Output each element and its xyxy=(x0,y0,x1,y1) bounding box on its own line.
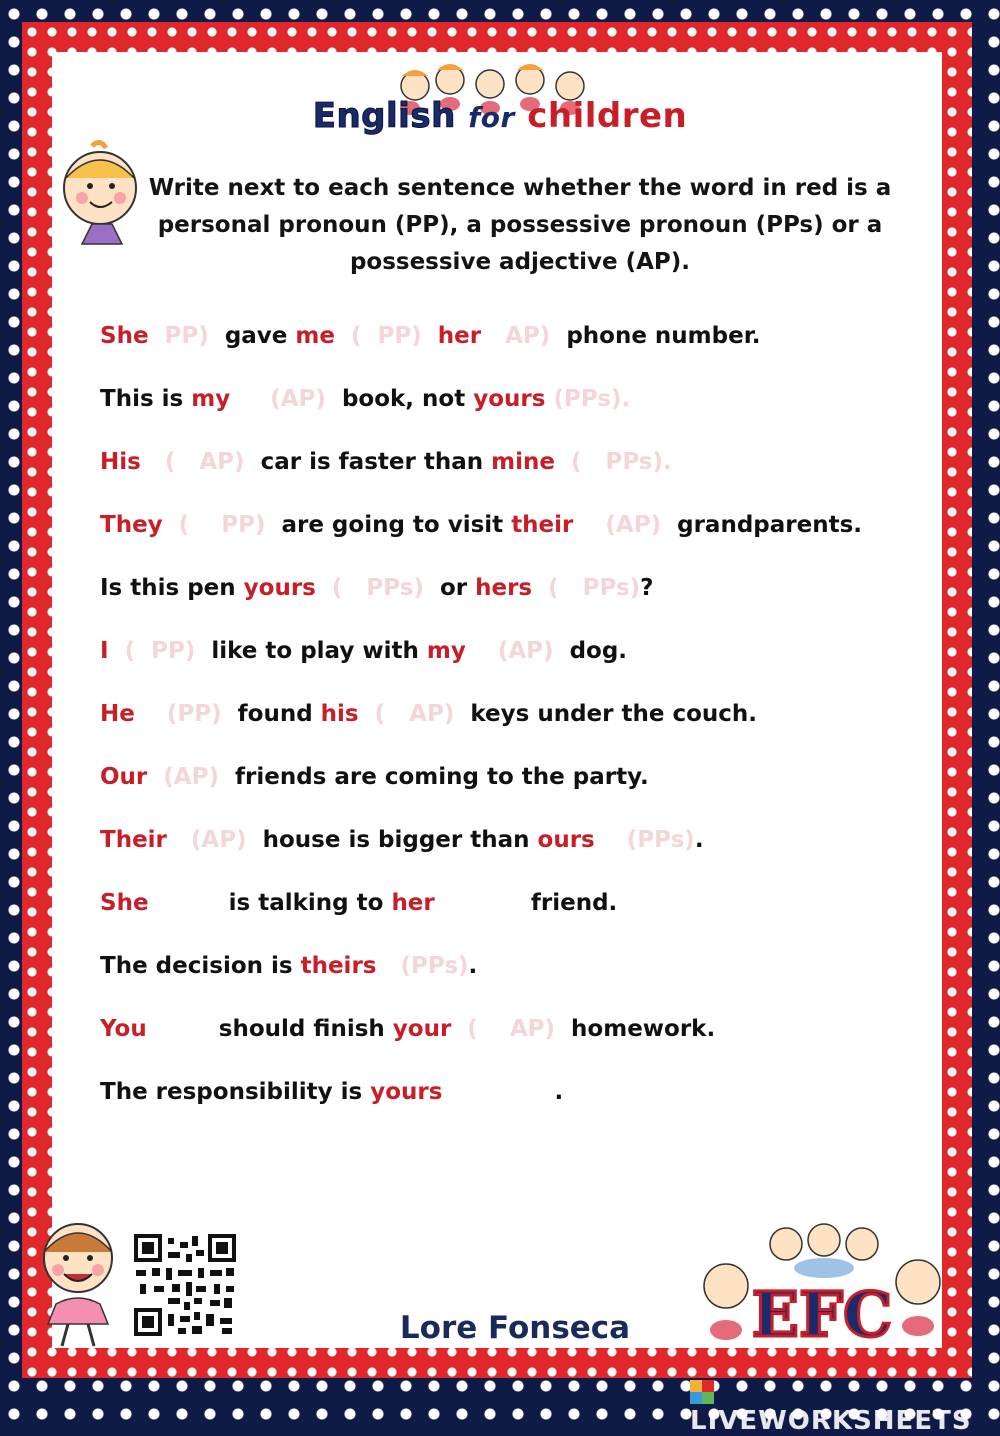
answer-field[interactable]: (AP) xyxy=(147,764,235,790)
pronoun-word: Their xyxy=(100,827,167,853)
answer-field[interactable]: AP) xyxy=(481,323,567,349)
answer-field[interactable] xyxy=(442,1079,554,1105)
sentence-text: house is bigger than xyxy=(262,827,538,853)
sentence-text: grandparents. xyxy=(677,512,863,538)
sentence-row xyxy=(100,505,920,568)
sentence-text: friends are coming to the party. xyxy=(235,764,649,790)
sentence-row xyxy=(100,568,920,631)
sentence-text: Is this pen xyxy=(100,575,244,601)
sentence-text: phone number. xyxy=(566,323,761,349)
pronoun-word: my xyxy=(191,386,231,412)
title-for: for xyxy=(468,101,515,134)
sentence-text: . xyxy=(694,827,704,853)
efc-logo-text: EFC xyxy=(751,1278,893,1351)
pronoun-word: They xyxy=(100,512,163,538)
sentence-list xyxy=(100,316,920,1135)
pronoun-word: I xyxy=(100,638,109,664)
liveworksheets-watermark xyxy=(690,1376,1000,1436)
answer-field[interactable]: ( PPs) xyxy=(315,575,440,601)
girl-icon xyxy=(52,138,152,248)
sentence-text: car is faster than xyxy=(260,449,492,475)
sentence-text: friend. xyxy=(530,890,618,916)
sentence-row xyxy=(100,631,920,694)
author-name: Lore Fonseca xyxy=(399,1310,631,1346)
pronoun-word: theirs xyxy=(300,953,377,979)
answer-field[interactable] xyxy=(435,890,531,916)
pronoun-word: yours xyxy=(473,386,546,412)
sentence-text: homework. xyxy=(571,1016,716,1042)
answer-field[interactable]: ( AP) xyxy=(358,701,471,727)
sentence-text: . xyxy=(554,1079,564,1105)
sentence-row xyxy=(100,1009,920,1072)
sentence-text: like to play with xyxy=(211,638,427,664)
answer-field[interactable]: (AP) xyxy=(166,827,263,853)
sentence-text: This is xyxy=(100,386,192,412)
sentence-text: The decision is xyxy=(100,953,301,979)
watermark-text: LIVEWORKSHEETS xyxy=(690,1406,972,1436)
answer-field[interactable]: ( PP) xyxy=(334,323,438,349)
pronoun-word: my xyxy=(426,638,466,664)
sentence-row xyxy=(100,946,920,1009)
pronoun-word: their xyxy=(511,512,574,538)
sentence-text: book, not xyxy=(341,386,474,412)
answer-field[interactable]: ( AP) xyxy=(451,1016,572,1042)
pronoun-word: You xyxy=(100,1016,147,1042)
pronoun-word: yours xyxy=(370,1079,443,1105)
instructions-text: Write next to each sentence whether the word in red is a personal pronoun (PP), a possessive pronoun (PPs) or a possessive adjective (AP). xyxy=(148,175,892,275)
sentence-row xyxy=(100,757,920,820)
pronoun-word: yours xyxy=(243,575,316,601)
answer-field[interactable] xyxy=(149,890,229,916)
efc-logo xyxy=(696,1218,948,1354)
pronoun-word: Our xyxy=(100,764,148,790)
answer-field[interactable]: ( PP) xyxy=(162,512,282,538)
pronoun-word: her xyxy=(391,890,435,916)
title-english: English xyxy=(312,96,456,136)
page-title xyxy=(0,96,1000,136)
sentence-text: keys under the couch. xyxy=(470,701,758,727)
pronoun-word: hers xyxy=(475,575,533,601)
answer-field[interactable]: ( AP) xyxy=(140,449,261,475)
pronoun-word: She xyxy=(100,890,149,916)
sentence-text: found xyxy=(237,701,321,727)
sentence-row xyxy=(100,316,920,379)
answer-field[interactable]: ( PP) xyxy=(108,638,212,664)
answer-field[interactable]: (AP) xyxy=(573,512,678,538)
sentence-row xyxy=(100,379,920,442)
answer-field[interactable] xyxy=(147,1016,219,1042)
sentence-text: should finish xyxy=(218,1016,393,1042)
sentence-row xyxy=(100,883,920,946)
answer-field[interactable]: ( PPs) xyxy=(532,575,641,601)
pronoun-word: your xyxy=(392,1016,452,1042)
pronoun-word: ours xyxy=(537,827,595,853)
pronoun-word: His xyxy=(100,449,141,475)
sentence-row xyxy=(100,694,920,757)
answer-field[interactable]: PP) xyxy=(148,323,225,349)
title-children: children xyxy=(527,96,688,136)
answer-field[interactable]: ( PPs). xyxy=(554,449,672,475)
pronoun-word: mine xyxy=(491,449,555,475)
pronoun-word: me xyxy=(295,323,335,349)
liveworksheets-logo-icon xyxy=(690,1380,714,1404)
answer-field[interactable]: (PPs). xyxy=(545,386,631,412)
pronoun-word: She xyxy=(100,323,149,349)
pronoun-word: his xyxy=(320,701,359,727)
answer-field[interactable]: (AP) xyxy=(465,638,570,664)
pronoun-word: her xyxy=(437,323,482,349)
sentence-text: is talking to xyxy=(228,890,392,916)
answer-field[interactable]: (PPs) xyxy=(376,953,469,979)
pronoun-word: He xyxy=(100,701,135,727)
sentence-text: ? xyxy=(640,575,654,601)
sentence-text: are going to visit xyxy=(281,512,512,538)
answer-field[interactable]: (PP) xyxy=(134,701,238,727)
answer-field[interactable]: (PPs) xyxy=(594,827,695,853)
sentence-row xyxy=(100,820,920,883)
sentence-text: . xyxy=(468,953,478,979)
answer-field[interactable]: (AP) xyxy=(230,386,342,412)
sentence-text: or xyxy=(439,575,476,601)
sentence-text: gave xyxy=(224,323,296,349)
sentence-row xyxy=(100,442,920,505)
sentence-text: dog. xyxy=(569,638,628,664)
sentence-row xyxy=(100,1072,920,1135)
sentence-text: The responsibility is xyxy=(100,1079,371,1105)
